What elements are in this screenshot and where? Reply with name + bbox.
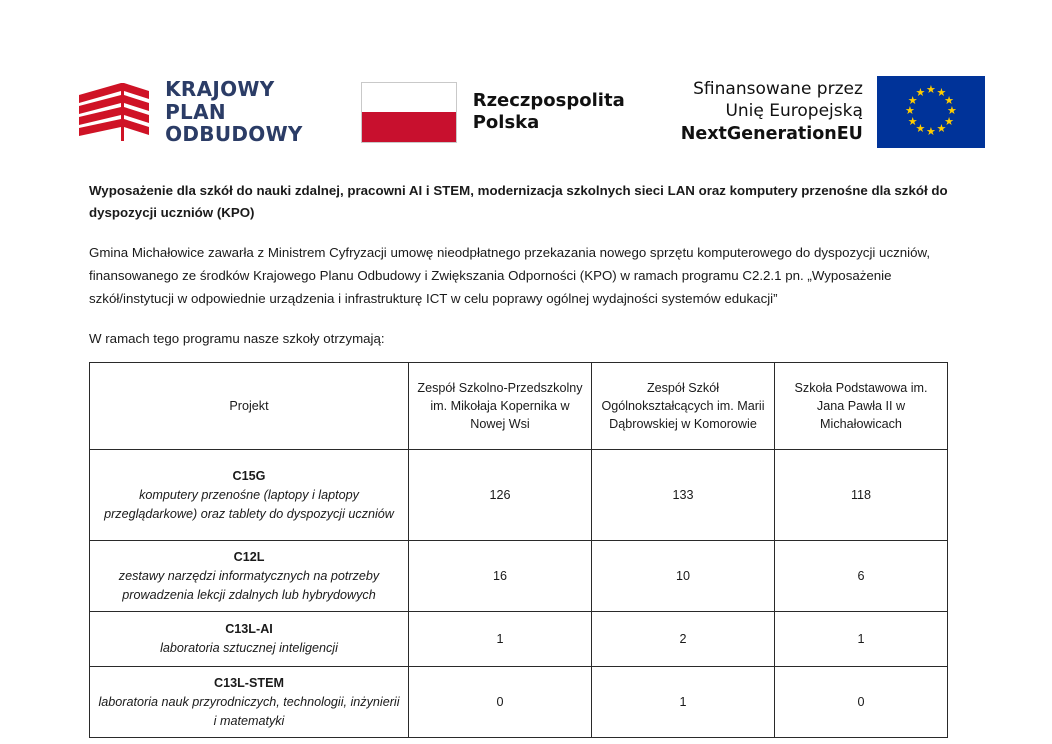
- poland-line-2: Polska: [472, 112, 540, 133]
- project-description: komputery przenośne (laptopy i laptopy przeglądarkowe) oraz tablety do dyspozycji uczniów: [104, 488, 394, 521]
- eu-line-1: Sfinansowane przez: [693, 79, 863, 100]
- project-description: laboratoria nauk przyrodniczych, technologii, inżynierii i matematyki: [98, 695, 400, 728]
- value-school-3: 0: [775, 666, 948, 737]
- table-lead-in: W ramach tego programu nasze szkoły otrzymają:: [89, 330, 385, 346]
- value-school-3: 118: [775, 449, 948, 540]
- eu-logo: [681, 76, 985, 148]
- eu-star-icon: ★: [915, 86, 926, 99]
- value-school-2: 133: [592, 449, 775, 540]
- project-cell: [90, 666, 409, 737]
- project-code: C13L-AI: [225, 622, 273, 637]
- column-header-school-1: Zespół Szkolno-Przedszkolny im. Mikołaja Kopernika w Nowej Wsi: [409, 362, 592, 449]
- intro-paragraph: Gmina Michałowice zawarła z Ministrem Cyfryzacji umowę nieodpłatnego przekazania nowego sprzętu komputerowego do dyspozycji uczniów, finansowanego ze środków Krajowego Planu Odbudowy i Zwiększania Odporności (KPO) w ramach programu C2.2.1 pn. „Wyposażenie szkół/instytucji w odpowiednie urządzenia i infrastrukturę ICT w celu poprawy ogólnej wydajności systemów edukacji”: [89, 245, 931, 306]
- eu-star-icon: ★: [925, 84, 936, 96]
- poland-logo: [361, 82, 625, 143]
- project-cell: [90, 611, 409, 666]
- table-row: [90, 611, 948, 666]
- project-cell: [90, 449, 409, 540]
- value-school-1: 0: [409, 666, 592, 737]
- poland-wordmark: [473, 90, 625, 135]
- value-school-2: 10: [592, 540, 775, 611]
- eu-star-icon: ★: [946, 105, 957, 117]
- value-school-2: 2: [592, 611, 775, 666]
- value-school-1: 126: [409, 449, 592, 540]
- project-description: zestawy narzędzi informatycznych na potrzeby prowadzenia lekcji zdalnych lub hybrydowych: [118, 569, 380, 602]
- project-code: C12L: [233, 550, 265, 565]
- project-code: C13L-STEM: [214, 676, 284, 691]
- project-code: C15G: [232, 469, 266, 484]
- eu-star-icon: ★: [915, 123, 926, 136]
- poland-flag: [361, 82, 457, 143]
- funding-logo-strip: [0, 62, 1052, 162]
- european-union-flag: [877, 76, 985, 148]
- value-school-2: 1: [592, 666, 775, 737]
- eu-star-icon: ★: [907, 94, 918, 107]
- kpo-logo: [77, 78, 303, 145]
- eu-star-icon: ★: [925, 126, 936, 138]
- table-row: [90, 540, 948, 611]
- value-school-1: 1: [409, 611, 592, 666]
- column-header-project: Projekt: [90, 362, 409, 449]
- document-body: [89, 180, 964, 738]
- eu-star-icon: ★: [944, 94, 955, 107]
- eu-star-icon: ★: [944, 115, 955, 128]
- column-header-school-2: Zespół Szkół Ogólnokształcących im. Marii Dąbrowskiej w Komorowie: [592, 362, 775, 449]
- eu-line-2: Unię Europejską: [725, 100, 863, 121]
- eu-star-icon: ★: [936, 123, 947, 136]
- project-cell: [90, 540, 409, 611]
- kpo-wordmark: [165, 78, 303, 145]
- eu-line-3: NextGenerationEU: [680, 123, 863, 144]
- eu-wordmark: [681, 79, 863, 145]
- project-description: laboratoria sztucznej inteligencji: [160, 641, 338, 656]
- poland-flag-red-stripe: [362, 112, 456, 142]
- poland-line-1: Rzeczpospolita: [472, 89, 625, 111]
- table-header-row: [90, 362, 948, 449]
- value-school-3: 1: [775, 611, 948, 666]
- column-header-school-3: Szkoła Podstawowa im. Jana Pawła II w Michałowicach: [775, 362, 948, 449]
- kpo-building-mark: [77, 81, 151, 143]
- kpo-line-1: KRAJOWY: [165, 77, 275, 102]
- eu-star-icon: ★: [904, 105, 915, 117]
- table-row: [90, 666, 948, 737]
- page-title: Wyposażenie dla szkół do nauki zdalnej, pracowni AI i STEM, modernizacja szkolnych sieci LAN oraz komputery przenośne dla szkół do dyspozycji uczniów (KPO): [89, 183, 948, 220]
- value-school-3: 6: [775, 540, 948, 611]
- kpo-line-2: PLAN: [165, 99, 226, 124]
- table-row: [90, 449, 948, 540]
- poland-flag-white-stripe: [362, 83, 456, 113]
- eu-star-icon: ★: [907, 115, 918, 128]
- value-school-1: 16: [409, 540, 592, 611]
- allocation-table: [89, 362, 948, 738]
- eu-star-icon: ★: [936, 86, 947, 99]
- kpo-line-3: ODBUDOWY: [165, 122, 303, 147]
